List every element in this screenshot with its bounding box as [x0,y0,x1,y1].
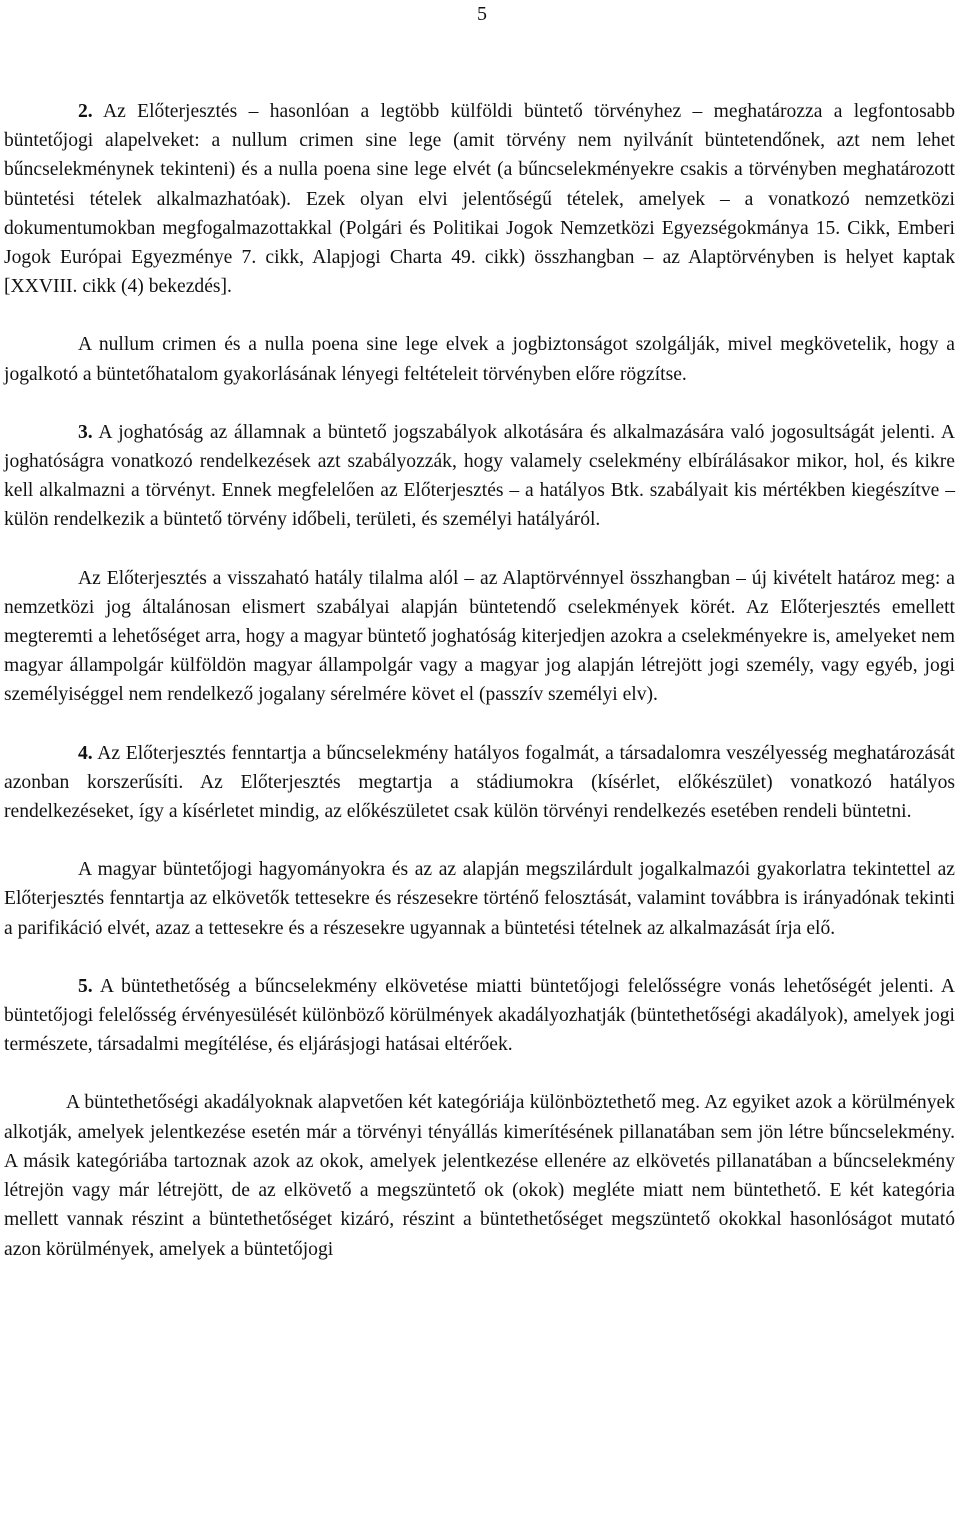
paragraph-4 [4,739,955,827]
document-body [4,97,955,1264]
paragraph-text: A magyar büntetőjogi hagyományokra és az az alapján megszilárdult jogalkalmazói gyakorlatra tekintettel az Előterjesztés fenntartja az elkövetők tettesekre és részesekre történő felosztását, valamint továbbra is irányadónak tekinti a parifikáció elvét, azaz a tettesekre és a részesekre ugyannak a büntetési tételnek az alkalmazását írja elő. [4,859,955,939]
page-number: 5 [477,3,487,25]
section-number: 2. [78,101,93,122]
section-number: 5. [78,975,93,997]
paragraph-text: A joghatóság az államnak a büntető jogszabályok alkotására és alkalmazására való jogosultságát jelenti. A joghatóságra vonatkozó rendelkezések azt szabályozzák, hogy valamely cselekmény elbírálásakor mikor, hol, és kikre kell alkalmazni a törvényt. Ennek megfelelően az Előterjesztés – a hatályos Btk. szabályait kis mértékben kiegészítve – külön rendelkezik a büntető törvény időbeli, területi, és személyi hatályáról. [4,421,955,531]
section-number: 3. [78,421,93,443]
paragraph-3 [4,418,955,535]
paragraph-text: A büntethetőségi akadályoknak alapvetően két kategóriája különböztethető meg. Az egyiket azok a körülmények alkotják, amelyek jelentkezése esetén már a törvényi tényállás kimerítésének pillanatában sem jön létre bűncselekmény. A másik kategóriába tartoznak azok az okok, amelyek jelentkezése ellenére az elkövetés pillanatában a bűncselekmény létrejön vagy már létrejött, de az elkövető a megszüntető ok (okok) megléte miatt nem büntethető. E két kategória mellett vannak részint a büntethetőséget kizáró, részint a büntethetőséget megszüntető okokkal hasonlóságot mutató azon körülmények, amelyek a büntetőjogi [4,1092,955,1260]
paragraph-text: A nullum crimen és a nulla poena sine lege elvek a jogbiztonságot szolgálják, mivel megkövetelik, hogy a jogalkotó a büntetőhatalom gyakorlásának lényegi feltételeit törvényben előre rögzítse. [4,334,955,385]
paragraph-magyar-buntetojogi [4,855,955,943]
section-number: 4. [78,742,93,764]
paragraph-buntethetosegi-akadalyok [4,1088,955,1263]
paragraph-text: A büntethetőség a bűncselekmény elkövetése miatti büntetőjogi felelősségre vonás lehetőségét jelenti. A büntetőjogi felelősség érvényesülését különböző körülmények akadályozhatják (büntethetőségi akadályok), amelyek jogi természete, társadalmi megítélése, és eljárásjogi hatásai eltérőek. [4,975,955,1056]
paragraph-5 [4,972,955,1060]
paragraph-2 [4,97,955,301]
paragraph-text: Az Előterjesztés – hasonlóan a legtöbb külföldi büntető törvényhez – meghatározza a legfontosabb büntetőjogi alapelveket: a nullum crimen sine lege (amit törvény nem nyilvánít büntetendőnek, azt nem lehet bűncselekménynek tekinteni) és a nulla poena sine lege elvét (a bűncselekményekre csakis a törvényben meghatározott büntetési tételek alkalmazhatóak). Ezek olyan elvi jelentőségű tételek, amelyek – a vonatkozó nemzetközi dokumentumokban megfogalmazottakkal (Polgári és Politikai Jogok Nemzetközi Egyezségokmánya 15. Cikk, Emberi Jogok Európai Egyezménye 7. cikk, Alapjogi Charta 49. cikk) összhangban – az Alaptörvényben is helyet kaptak [XXVIII. cikk (4) bekezdés]. [4,101,955,298]
paragraph-nullum-crimen [4,330,955,388]
paragraph-text: Az Előterjesztés fenntartja a bűncselekmény hatályos fogalmát, a társadalomra veszélyesség meghatározását azonban korszerűsíti. Az Előterjesztés megtartja a stádiumokra (kísérlet, előkészület) vonatkozó hatályos rendelkezéseket, így a kísérletet mindig, az előkészületet csak külön törvényi rendelkezés esetében rendeli büntetni. [4,742,955,823]
paragraph-visszahato-hataly [4,564,955,710]
paragraph-text: Az Előterjesztés a visszaható hatály tilalma alól – az Alaptörvénnyel összhangban – új kivételt határoz meg: a nemzetközi jog általánosan elismert szabályai alapján büntetendő cselekmények körét. Az Előterjesztés emellett megteremti a lehetőséget arra, hogy a magyar büntető joghatóság kiterjedjen azokra a cselekményekre is, amelyeket nem magyar állampolgár külföldön magyar állampolgár vagy a magyar jog alapján létrejött jogi személy, vagy egyéb, jogi személyiséggel nem rendelkező jogalany sérelmére követ el (passzív személyi elv). [4,567,955,706]
